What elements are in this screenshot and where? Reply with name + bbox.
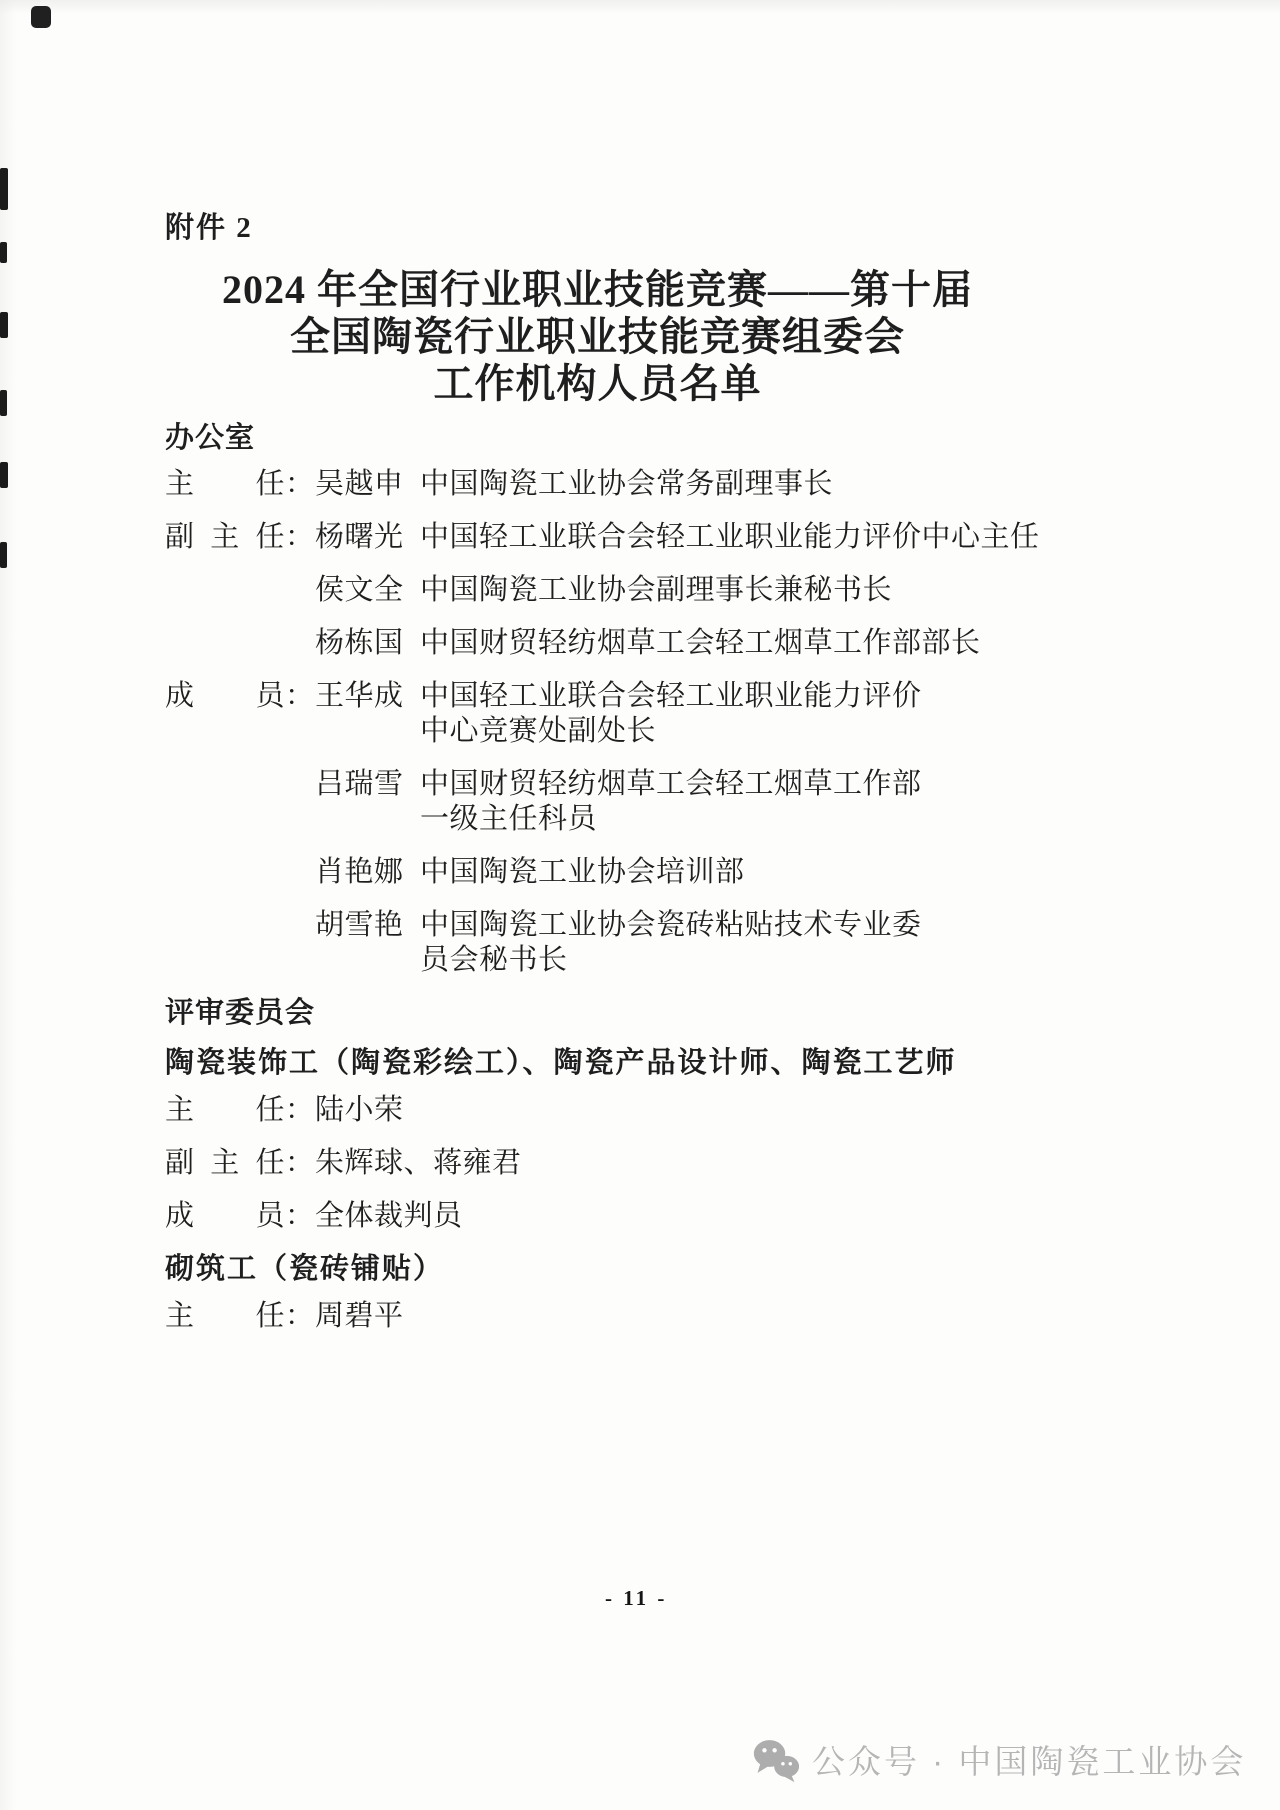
role-colon: ： bbox=[285, 1147, 315, 1179]
person-name: 陆小荣 bbox=[315, 1094, 404, 1126]
scan-artifact bbox=[31, 6, 51, 28]
role-colon: ： bbox=[285, 1200, 315, 1232]
personnel-row bbox=[165, 767, 1030, 837]
person-name: 侯文全 bbox=[315, 574, 404, 606]
person-name: 肖艳娜 bbox=[315, 856, 404, 888]
trade-group-title-bricklayer: 砌筑工（瓷砖铺贴） bbox=[165, 1253, 445, 1285]
role-colon: ： bbox=[285, 468, 315, 500]
person-name: 胡雪艳 bbox=[315, 909, 404, 941]
personnel-row bbox=[165, 1199, 1030, 1234]
wechat-watermark bbox=[752, 1736, 1246, 1783]
role-label: 主任 bbox=[165, 1094, 285, 1126]
person-title: 中国轻工业联合会轻工业职业能力评价中心主任 bbox=[420, 521, 1040, 553]
role-label: 主任 bbox=[165, 1300, 285, 1332]
person-title: 中国陶瓷工业协会培训部 bbox=[420, 856, 745, 888]
role-label: 成员 bbox=[165, 1200, 285, 1232]
person-title: 中国财贸轻纺烟草工会轻工烟草工作部 一级主任科员 bbox=[420, 768, 922, 835]
page-number: - 11 - bbox=[605, 1586, 668, 1610]
role-label: 副主任 bbox=[165, 521, 285, 553]
person-name: 全体裁判员 bbox=[315, 1200, 463, 1232]
personnel-row bbox=[165, 1299, 1030, 1334]
person-name: 杨曙光 bbox=[315, 521, 404, 553]
section-heading-review: 评审委员会 bbox=[165, 997, 316, 1029]
title-line-2: 全国陶瓷行业职业技能竞赛组委会 bbox=[290, 314, 905, 359]
role-colon: ： bbox=[285, 1094, 315, 1126]
title-line-3: 工作机构人员名单 bbox=[433, 361, 762, 406]
scan-artifact bbox=[0, 462, 8, 488]
person-title: 中国陶瓷工业协会常务副理事长 bbox=[420, 468, 834, 500]
scan-artifact bbox=[0, 390, 7, 416]
person-title: 中国轻工业联合会轻工业职业能力评价 中心竞赛处副处长 bbox=[420, 680, 922, 747]
scan-artifact bbox=[0, 312, 8, 338]
person-name: 王华成 bbox=[315, 680, 404, 712]
role-colon: ： bbox=[285, 521, 315, 553]
person-title: 中国陶瓷工业协会副理事长兼秘书长 bbox=[420, 574, 893, 606]
person-title: 中国陶瓷工业协会瓷砖粘贴技术专业委 员会秘书长 bbox=[420, 909, 922, 976]
person-name: 周碧平 bbox=[315, 1300, 404, 1332]
personnel-row bbox=[165, 467, 1030, 502]
personnel-row bbox=[165, 1093, 1030, 1128]
person-name: 吴越申 bbox=[315, 468, 404, 500]
personnel-row bbox=[165, 908, 1030, 978]
role-colon: ： bbox=[285, 680, 315, 712]
person-name: 吕瑞雪 bbox=[315, 768, 404, 800]
personnel-row bbox=[165, 573, 1030, 608]
trade-group-title-decorator: 陶瓷装饰工（陶瓷彩绘工）、陶瓷产品设计师、陶瓷工艺师 bbox=[165, 1047, 957, 1079]
attachment-label: 附件 2 bbox=[165, 212, 253, 244]
role-colon: ： bbox=[285, 1300, 315, 1332]
role-label: 副主任 bbox=[165, 1147, 285, 1179]
role-label: 主任 bbox=[165, 468, 285, 500]
wechat-icon bbox=[752, 1737, 800, 1783]
watermark-text: 公众号 · 中国陶瓷工业协会 bbox=[812, 1743, 1247, 1780]
personnel-row bbox=[165, 626, 1030, 661]
section-heading-office: 办公室 bbox=[165, 422, 256, 454]
scan-artifact bbox=[0, 242, 7, 263]
scan-artifact bbox=[0, 542, 7, 568]
person-name: 杨栋国 bbox=[315, 627, 404, 659]
document-title bbox=[165, 266, 1030, 407]
scan-artifact bbox=[0, 168, 8, 210]
personnel-row bbox=[165, 679, 1030, 749]
personnel-row bbox=[165, 855, 1030, 890]
person-name: 朱辉球、蒋雍君 bbox=[315, 1147, 522, 1179]
personnel-row bbox=[165, 1146, 1030, 1181]
title-line-1: 2024 年全国行业职业技能竞赛——第十届 bbox=[222, 267, 973, 312]
role-label: 成员 bbox=[165, 680, 285, 712]
personnel-row bbox=[165, 520, 1040, 555]
person-title: 中国财贸轻纺烟草工会轻工烟草工作部部长 bbox=[420, 627, 981, 659]
